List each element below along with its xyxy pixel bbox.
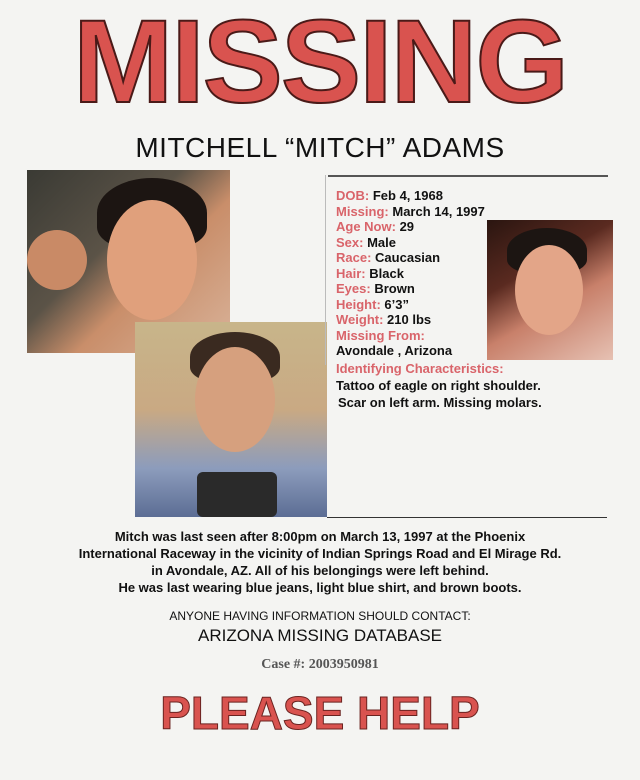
divider-top [328, 175, 608, 177]
detail-age: Age Now: 29 [336, 219, 415, 234]
divider-left [325, 175, 326, 365]
detail-height: Height: 6’3” [336, 296, 409, 312]
missing-from-value: Avondale , Arizona [336, 343, 453, 358]
detail-dob: DOB: Feb 4, 1968 [336, 188, 443, 203]
identifying-label: Identifying Characteristics: [336, 361, 504, 376]
please-help-footer: PLEASE HELP [160, 687, 480, 739]
photo-smiling [487, 220, 613, 360]
photo-mirror-selfie [135, 322, 327, 517]
detail-weight: Weight: 210 lbs [336, 312, 432, 327]
missing-from-label: Missing From: [336, 327, 425, 343]
identifying-characteristics [336, 360, 542, 411]
case-number: Case #: 2003950981 [261, 657, 379, 672]
divider-bottom [327, 517, 607, 518]
story-line: International Raceway in the vicinity of Indian Springs Road and El Mirage Rd. [78, 546, 562, 561]
detail-eyes: Eyes: Brown [336, 281, 415, 296]
missing-person-name: MITCHELL “MITCH” ADAMS [135, 132, 505, 163]
identifying-line: Tattoo of eagle on right shoulder. [336, 378, 541, 393]
contact-prompt: ANYONE HAVING INFORMATION SHOULD CONTACT: [169, 609, 471, 623]
detail-race: Race: Caucasian [336, 250, 441, 265]
detail-sex: Sex: Male [336, 234, 396, 250]
details-list [336, 188, 485, 359]
detail-missing: Missing: March 14, 1997 [336, 203, 485, 219]
detail-hair: Hair: Black [336, 265, 404, 281]
contact-organization: ARIZONA MISSING DATABASE [197, 626, 443, 645]
story-line: Mitch was last seen after 8:00pm on March 13, 1997 at the Phoenix [114, 529, 526, 544]
story-paragraph [0, 528, 640, 596]
identifying-line: Scar on left arm. Missing molars. [338, 395, 542, 410]
story-line: in Avondale, AZ. All of his belongings were left behind. [151, 563, 489, 578]
story-line: He was last wearing blue jeans, light blue shirt, and brown boots. [118, 580, 522, 595]
poster-title: MISSING [73, 0, 567, 128]
